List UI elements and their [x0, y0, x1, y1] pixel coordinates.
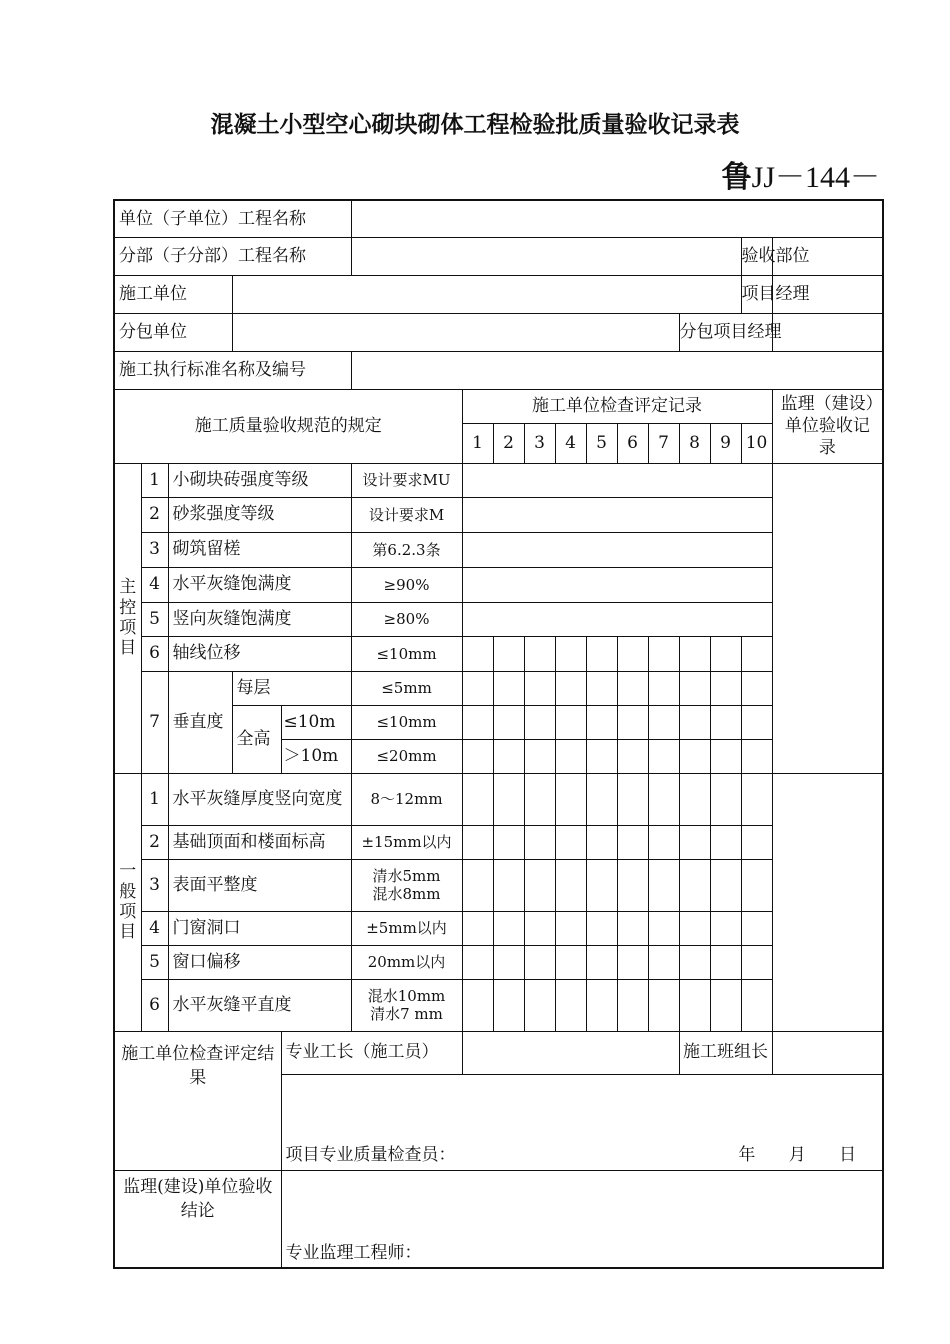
check-cell[interactable]	[462, 979, 493, 1031]
check-cell[interactable]	[710, 705, 741, 739]
check-cell[interactable]	[493, 979, 524, 1031]
item-record[interactable]	[462, 463, 772, 497]
check-cell[interactable]	[462, 825, 493, 859]
check-cell[interactable]	[617, 859, 648, 911]
check-cell[interactable]	[710, 945, 741, 979]
supervisor-record-header: 监理（建设）单位验收记录	[772, 389, 883, 463]
check-cell[interactable]	[493, 825, 524, 859]
item-number: 6	[141, 636, 168, 671]
check-cell[interactable]	[462, 911, 493, 945]
check-cell[interactable]	[586, 739, 617, 773]
item-spec-two-line	[351, 979, 462, 1031]
full-height-label: 全高	[232, 705, 281, 773]
check-cell[interactable]	[462, 773, 493, 825]
form-code	[722, 152, 880, 196]
item-name: 竖向灰缝饱满度	[168, 602, 351, 636]
check-cell[interactable]	[710, 636, 741, 671]
check-cell[interactable]	[555, 945, 586, 979]
item-spec: ±5mm以内	[351, 911, 462, 945]
check-cell[interactable]	[617, 979, 648, 1031]
contractor-result-label: 施工单位检查评定结果	[114, 1031, 281, 1170]
check-cell[interactable]	[555, 979, 586, 1031]
general-section-label: 一 般 项 目	[114, 773, 141, 1031]
general-item-row	[114, 911, 883, 945]
check-cell[interactable]	[493, 671, 524, 705]
check-cell[interactable]	[648, 979, 679, 1031]
check-cell[interactable]	[741, 636, 772, 671]
check-cell[interactable]	[617, 945, 648, 979]
column-header-row	[114, 389, 883, 423]
sub-project-manager-value[interactable]	[772, 313, 883, 351]
item-name: 砂浆强度等级	[168, 497, 351, 532]
check-cell[interactable]	[493, 705, 524, 739]
main-item-row	[114, 567, 883, 602]
form-code-prefix: 鲁	[721, 160, 752, 195]
check-cell[interactable]	[741, 859, 772, 911]
sub-project-manager-label: 分包项目经理	[679, 313, 772, 351]
header-row-contractor	[114, 275, 883, 313]
item-number: 1	[141, 463, 168, 497]
contractor-record-header: 施工单位检查评定记录	[462, 389, 772, 423]
header-row-subproject	[114, 237, 883, 275]
general-item-row	[114, 773, 883, 825]
check-cell[interactable]	[586, 911, 617, 945]
check-number: 5	[586, 423, 617, 463]
check-cell[interactable]	[617, 671, 648, 705]
check-number: 10	[741, 423, 772, 463]
item-number: 5	[141, 602, 168, 636]
supervisor-conclusion-label: 监理(建设)单位验收结论	[114, 1170, 281, 1268]
item-spec: ≤10mm	[351, 705, 462, 739]
foreman-label: 专业工长（施工员）	[281, 1031, 462, 1074]
check-cell[interactable]	[493, 636, 524, 671]
item-number: 3	[141, 532, 168, 567]
check-cell[interactable]	[462, 636, 493, 671]
check-cell[interactable]	[679, 911, 710, 945]
check-cell[interactable]	[586, 945, 617, 979]
check-cell[interactable]	[710, 671, 741, 705]
main-item-row	[114, 636, 883, 671]
team-leader-value[interactable]	[772, 1031, 883, 1074]
check-cell[interactable]	[493, 739, 524, 773]
item-spec: ≤5mm	[351, 671, 462, 705]
standard-label: 施工执行标准名称及编号	[114, 351, 351, 389]
item-name: 窗口偏移	[168, 945, 351, 979]
header-row-subcontractor	[114, 313, 883, 351]
sub-project-label: 分部（子分部）工程名称	[114, 237, 351, 275]
main-supervisor-record[interactable]	[772, 463, 883, 773]
supervisor-engineer-label: 专业监理工程师：	[285, 1242, 422, 1263]
item-name: 水平灰缝饱满度	[168, 567, 351, 602]
check-cell[interactable]	[741, 705, 772, 739]
item-spec: ≤10mm	[351, 636, 462, 671]
check-cell[interactable]	[524, 705, 555, 739]
check-cell[interactable]	[493, 945, 524, 979]
item-number: 3	[141, 859, 168, 911]
check-cell[interactable]	[617, 773, 648, 825]
check-cell[interactable]	[741, 739, 772, 773]
item-name: 小砌块砖强度等级	[168, 463, 351, 497]
check-cell[interactable]	[586, 859, 617, 911]
check-number: 8	[679, 423, 710, 463]
standard-value[interactable]	[351, 351, 883, 389]
check-cell[interactable]	[617, 636, 648, 671]
inspection-form-table	[113, 199, 884, 1269]
foreman-row	[114, 1031, 883, 1074]
check-cell[interactable]	[648, 825, 679, 859]
check-cell[interactable]	[586, 825, 617, 859]
item-spec-line: 清水5mm	[372, 867, 441, 885]
check-cell[interactable]	[648, 773, 679, 825]
supervisor-engineer-cell[interactable]	[281, 1170, 883, 1268]
check-cell[interactable]	[555, 671, 586, 705]
check-cell[interactable]	[679, 945, 710, 979]
item-record[interactable]	[462, 602, 772, 636]
check-cell[interactable]	[617, 825, 648, 859]
check-cell[interactable]	[679, 825, 710, 859]
check-cell[interactable]	[679, 773, 710, 825]
item-spec: ≥90%	[351, 567, 462, 602]
main-item-row	[114, 497, 883, 532]
check-cell[interactable]	[648, 636, 679, 671]
header-row-standard	[114, 351, 883, 389]
check-cell[interactable]	[648, 945, 679, 979]
item-spec: 设计要求M	[351, 497, 462, 532]
check-cell[interactable]	[524, 739, 555, 773]
item-spec-line: 清水7 mm	[370, 1005, 443, 1023]
check-cell[interactable]	[741, 773, 772, 825]
item-number: 6	[141, 979, 168, 1031]
check-cell[interactable]	[741, 979, 772, 1031]
spec-column-header: 施工质量验收规范的规定	[114, 389, 462, 463]
main-item-row	[114, 532, 883, 567]
check-cell[interactable]	[679, 636, 710, 671]
check-cell[interactable]	[493, 911, 524, 945]
check-cell[interactable]	[586, 705, 617, 739]
check-cell[interactable]	[555, 773, 586, 825]
check-cell[interactable]	[741, 945, 772, 979]
check-cell[interactable]	[679, 671, 710, 705]
team-leader-label: 施工班组长	[679, 1031, 772, 1074]
supervisor-conclusion-row	[114, 1170, 883, 1268]
item-spec: 第6.2.3条	[351, 532, 462, 567]
item-name: 基础顶面和楼面标高	[168, 825, 351, 859]
check-number: 7	[648, 423, 679, 463]
check-cell[interactable]	[710, 979, 741, 1031]
acceptance-part-label: 验收部位	[741, 237, 772, 275]
general-item-row	[114, 825, 883, 859]
check-cell[interactable]	[710, 825, 741, 859]
check-cell[interactable]	[648, 671, 679, 705]
item-number: 2	[141, 497, 168, 532]
check-cell[interactable]	[462, 705, 493, 739]
check-cell[interactable]	[555, 825, 586, 859]
item-name: 门窗洞口	[168, 911, 351, 945]
check-cell[interactable]	[462, 859, 493, 911]
subcontractor-label: 分包单位	[114, 313, 232, 351]
check-number: 1	[462, 423, 493, 463]
form-code-number: JJ－144－	[751, 161, 880, 194]
check-cell[interactable]	[617, 739, 648, 773]
general-item-row	[114, 979, 883, 1031]
item-number: 4	[141, 567, 168, 602]
item-spec: 20mm以内	[351, 945, 462, 979]
item-record[interactable]	[462, 532, 772, 567]
quality-inspector-label: 项目专业质量检查员：	[285, 1145, 456, 1166]
item-name: 水平灰缝平直度	[168, 979, 351, 1031]
check-cell[interactable]	[524, 671, 555, 705]
contractor-label: 施工单位	[114, 275, 232, 313]
check-cell[interactable]	[462, 945, 493, 979]
check-number: 2	[493, 423, 524, 463]
page-title: 混凝土小型空心砌块砌体工程检验批质量验收记录表	[210, 112, 740, 138]
check-cell[interactable]	[586, 671, 617, 705]
check-cell[interactable]	[555, 636, 586, 671]
check-cell[interactable]	[741, 671, 772, 705]
item-number: 2	[141, 825, 168, 859]
foreman-value[interactable]	[462, 1031, 679, 1074]
subcontractor-value[interactable]	[232, 313, 679, 351]
item-name: 轴线位移	[168, 636, 351, 671]
date-label: 年 月 日	[738, 1145, 857, 1166]
item-name: 表面平整度	[168, 859, 351, 911]
check-cell[interactable]	[555, 739, 586, 773]
check-cell[interactable]	[710, 859, 741, 911]
item-record[interactable]	[462, 497, 772, 532]
project-manager-label: 项目经理	[741, 275, 772, 313]
check-cell[interactable]	[710, 773, 741, 825]
item-name: 垂直度	[168, 671, 232, 773]
item-spec-line: 混水8mm	[372, 885, 441, 903]
header-row-project	[114, 200, 883, 237]
check-cell[interactable]	[648, 911, 679, 945]
main-section-label: 主 控 项 目	[114, 463, 141, 773]
check-cell[interactable]	[555, 911, 586, 945]
check-cell[interactable]	[493, 859, 524, 911]
item-spec: ±15mm以内	[351, 825, 462, 859]
check-cell[interactable]	[586, 979, 617, 1031]
main-item-row	[114, 463, 883, 497]
check-cell[interactable]	[679, 859, 710, 911]
verticality-per-floor-row	[114, 671, 883, 705]
item-spec: ≤20mm	[351, 739, 462, 773]
check-cell[interactable]	[741, 825, 772, 859]
item-record[interactable]	[462, 567, 772, 602]
item-spec: 设计要求MU	[351, 463, 462, 497]
check-number: 4	[555, 423, 586, 463]
check-cell[interactable]	[555, 705, 586, 739]
check-cell[interactable]	[648, 705, 679, 739]
item-number: 5	[141, 945, 168, 979]
check-cell[interactable]	[555, 859, 586, 911]
item-spec-line: 混水10mm	[367, 987, 446, 1005]
general-item-row	[114, 945, 883, 979]
project-name-value[interactable]	[351, 200, 883, 237]
item-number: 7	[141, 671, 168, 773]
check-cell[interactable]	[524, 773, 555, 825]
check-cell[interactable]	[586, 636, 617, 671]
check-number: 3	[524, 423, 555, 463]
item-spec-two-line	[351, 859, 462, 911]
check-cell[interactable]	[648, 859, 679, 911]
sub-project-value[interactable]	[351, 237, 741, 275]
item-number: 4	[141, 911, 168, 945]
check-cell[interactable]	[648, 739, 679, 773]
check-cell[interactable]	[524, 911, 555, 945]
item-name: 水平灰缝厚度竖向宽度	[168, 773, 351, 825]
per-floor-label: 每层	[232, 671, 351, 705]
check-cell[interactable]	[710, 739, 741, 773]
check-cell[interactable]	[679, 705, 710, 739]
check-cell[interactable]	[524, 825, 555, 859]
check-cell[interactable]	[524, 859, 555, 911]
check-cell[interactable]	[524, 979, 555, 1031]
item-spec: ≥80%	[351, 602, 462, 636]
general-supervisor-record[interactable]	[772, 773, 883, 1031]
check-number: 9	[710, 423, 741, 463]
contractor-value[interactable]	[232, 275, 741, 313]
check-cell[interactable]	[710, 911, 741, 945]
item-number: 1	[141, 773, 168, 825]
le10-label: ≤10m	[281, 705, 351, 739]
gt10-label: ＞10m	[281, 739, 351, 773]
project-name-label: 单位（子单位）工程名称	[114, 200, 351, 237]
check-cell[interactable]	[741, 911, 772, 945]
check-cell[interactable]	[524, 945, 555, 979]
check-cell[interactable]	[462, 739, 493, 773]
check-cell[interactable]	[679, 739, 710, 773]
item-name: 砌筑留槎	[168, 532, 351, 567]
check-cell[interactable]	[462, 671, 493, 705]
check-cell[interactable]	[617, 911, 648, 945]
check-cell[interactable]	[524, 636, 555, 671]
check-cell[interactable]	[586, 773, 617, 825]
check-number: 6	[617, 423, 648, 463]
check-cell[interactable]	[493, 773, 524, 825]
main-item-row	[114, 602, 883, 636]
quality-inspector-cell[interactable]	[281, 1074, 883, 1170]
check-cell[interactable]	[679, 979, 710, 1031]
check-cell[interactable]	[617, 705, 648, 739]
general-item-row	[114, 859, 883, 911]
item-spec: 8～12mm	[351, 773, 462, 825]
